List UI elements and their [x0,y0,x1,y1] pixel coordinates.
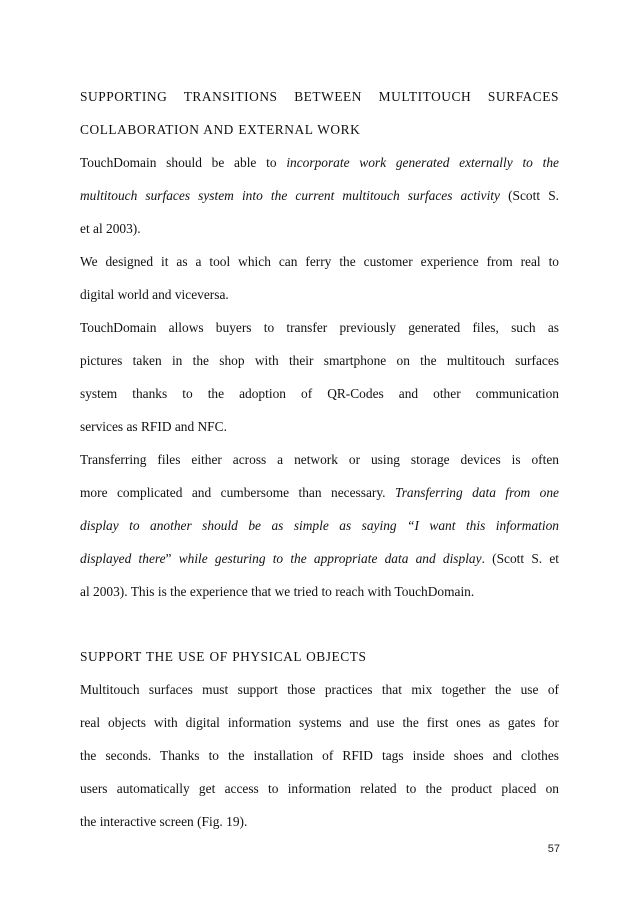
italic-span: multitouch surfaces system into the current multitouch surfaces activity [80,188,500,203]
text-line: al 2003). This is the experience that we tried to reach with TouchDomain. [80,584,475,599]
paragraph-transfer-files [80,311,559,443]
text-line: Transferring files either across a network or using storage devices is often [80,452,559,467]
text-line [80,509,559,542]
text-line: Multitouch surfaces must support those practices that mix together the use of [80,682,559,697]
text-line: pictures taken in the shop with their smartphone on the multitouch surfaces [80,353,559,368]
text-line [80,476,559,509]
text-line [80,542,559,575]
text-line: real objects with digital information systems and use the first ones as gates for [80,715,559,730]
section-gap [80,608,559,640]
paragraph-incorporate-work [80,146,559,245]
text-line: et al 2003). [80,221,141,236]
text-line: system thanks to the adoption of QR-Codes and other communication [80,386,559,401]
text-line [80,179,559,212]
section-heading-line1: SUPPORTING TRANSITIONS BETWEEN MULTITOUCH SURFACES [80,89,559,104]
text-line: services as RFID and NFC. [80,419,227,434]
paragraph-ferry-experience [80,245,559,311]
text-line: TouchDomain allows buyers to transfer previously generated files, such as [80,320,559,335]
paragraph-transferring-data [80,443,559,608]
text-span: more complicated and cumbersome than necessary. [80,485,395,500]
italic-span: Transferring data from one [394,485,559,500]
text-line: digital world and viceversa. [80,287,229,302]
document-page [80,80,559,838]
italic-span: while gesturing to the appropriate data and display [171,551,482,566]
paragraph-physical-objects [80,673,559,838]
italic-span: incorporate work generated externally to the [286,155,559,170]
italic-span: display to another should be as simple as saying “I want this information [80,518,559,533]
page-number: 57 [547,843,560,855]
text-line [80,146,559,179]
text-span: ” [165,551,172,566]
section-heading-line2: COLLABORATION AND EXTERNAL WORK [80,122,361,137]
text-line: the interactive screen (Fig. 19). [80,814,248,829]
text-span: . (Scott S. et [481,551,559,566]
text-span: (Scott S. [499,188,559,203]
section-heading-physical-objects: SUPPORT THE USE OF PHYSICAL OBJECTS [80,649,367,664]
text-line: the seconds. Thanks to the installation of RFID tags inside shoes and clothes [80,748,559,763]
text-line: users automatically get access to information related to the product placed on [80,781,559,796]
text-span: TouchDomain should be able to [80,155,287,170]
italic-span: displayed there [80,551,166,566]
text-line: We designed it as a tool which can ferry the customer experience from real to [80,254,559,269]
